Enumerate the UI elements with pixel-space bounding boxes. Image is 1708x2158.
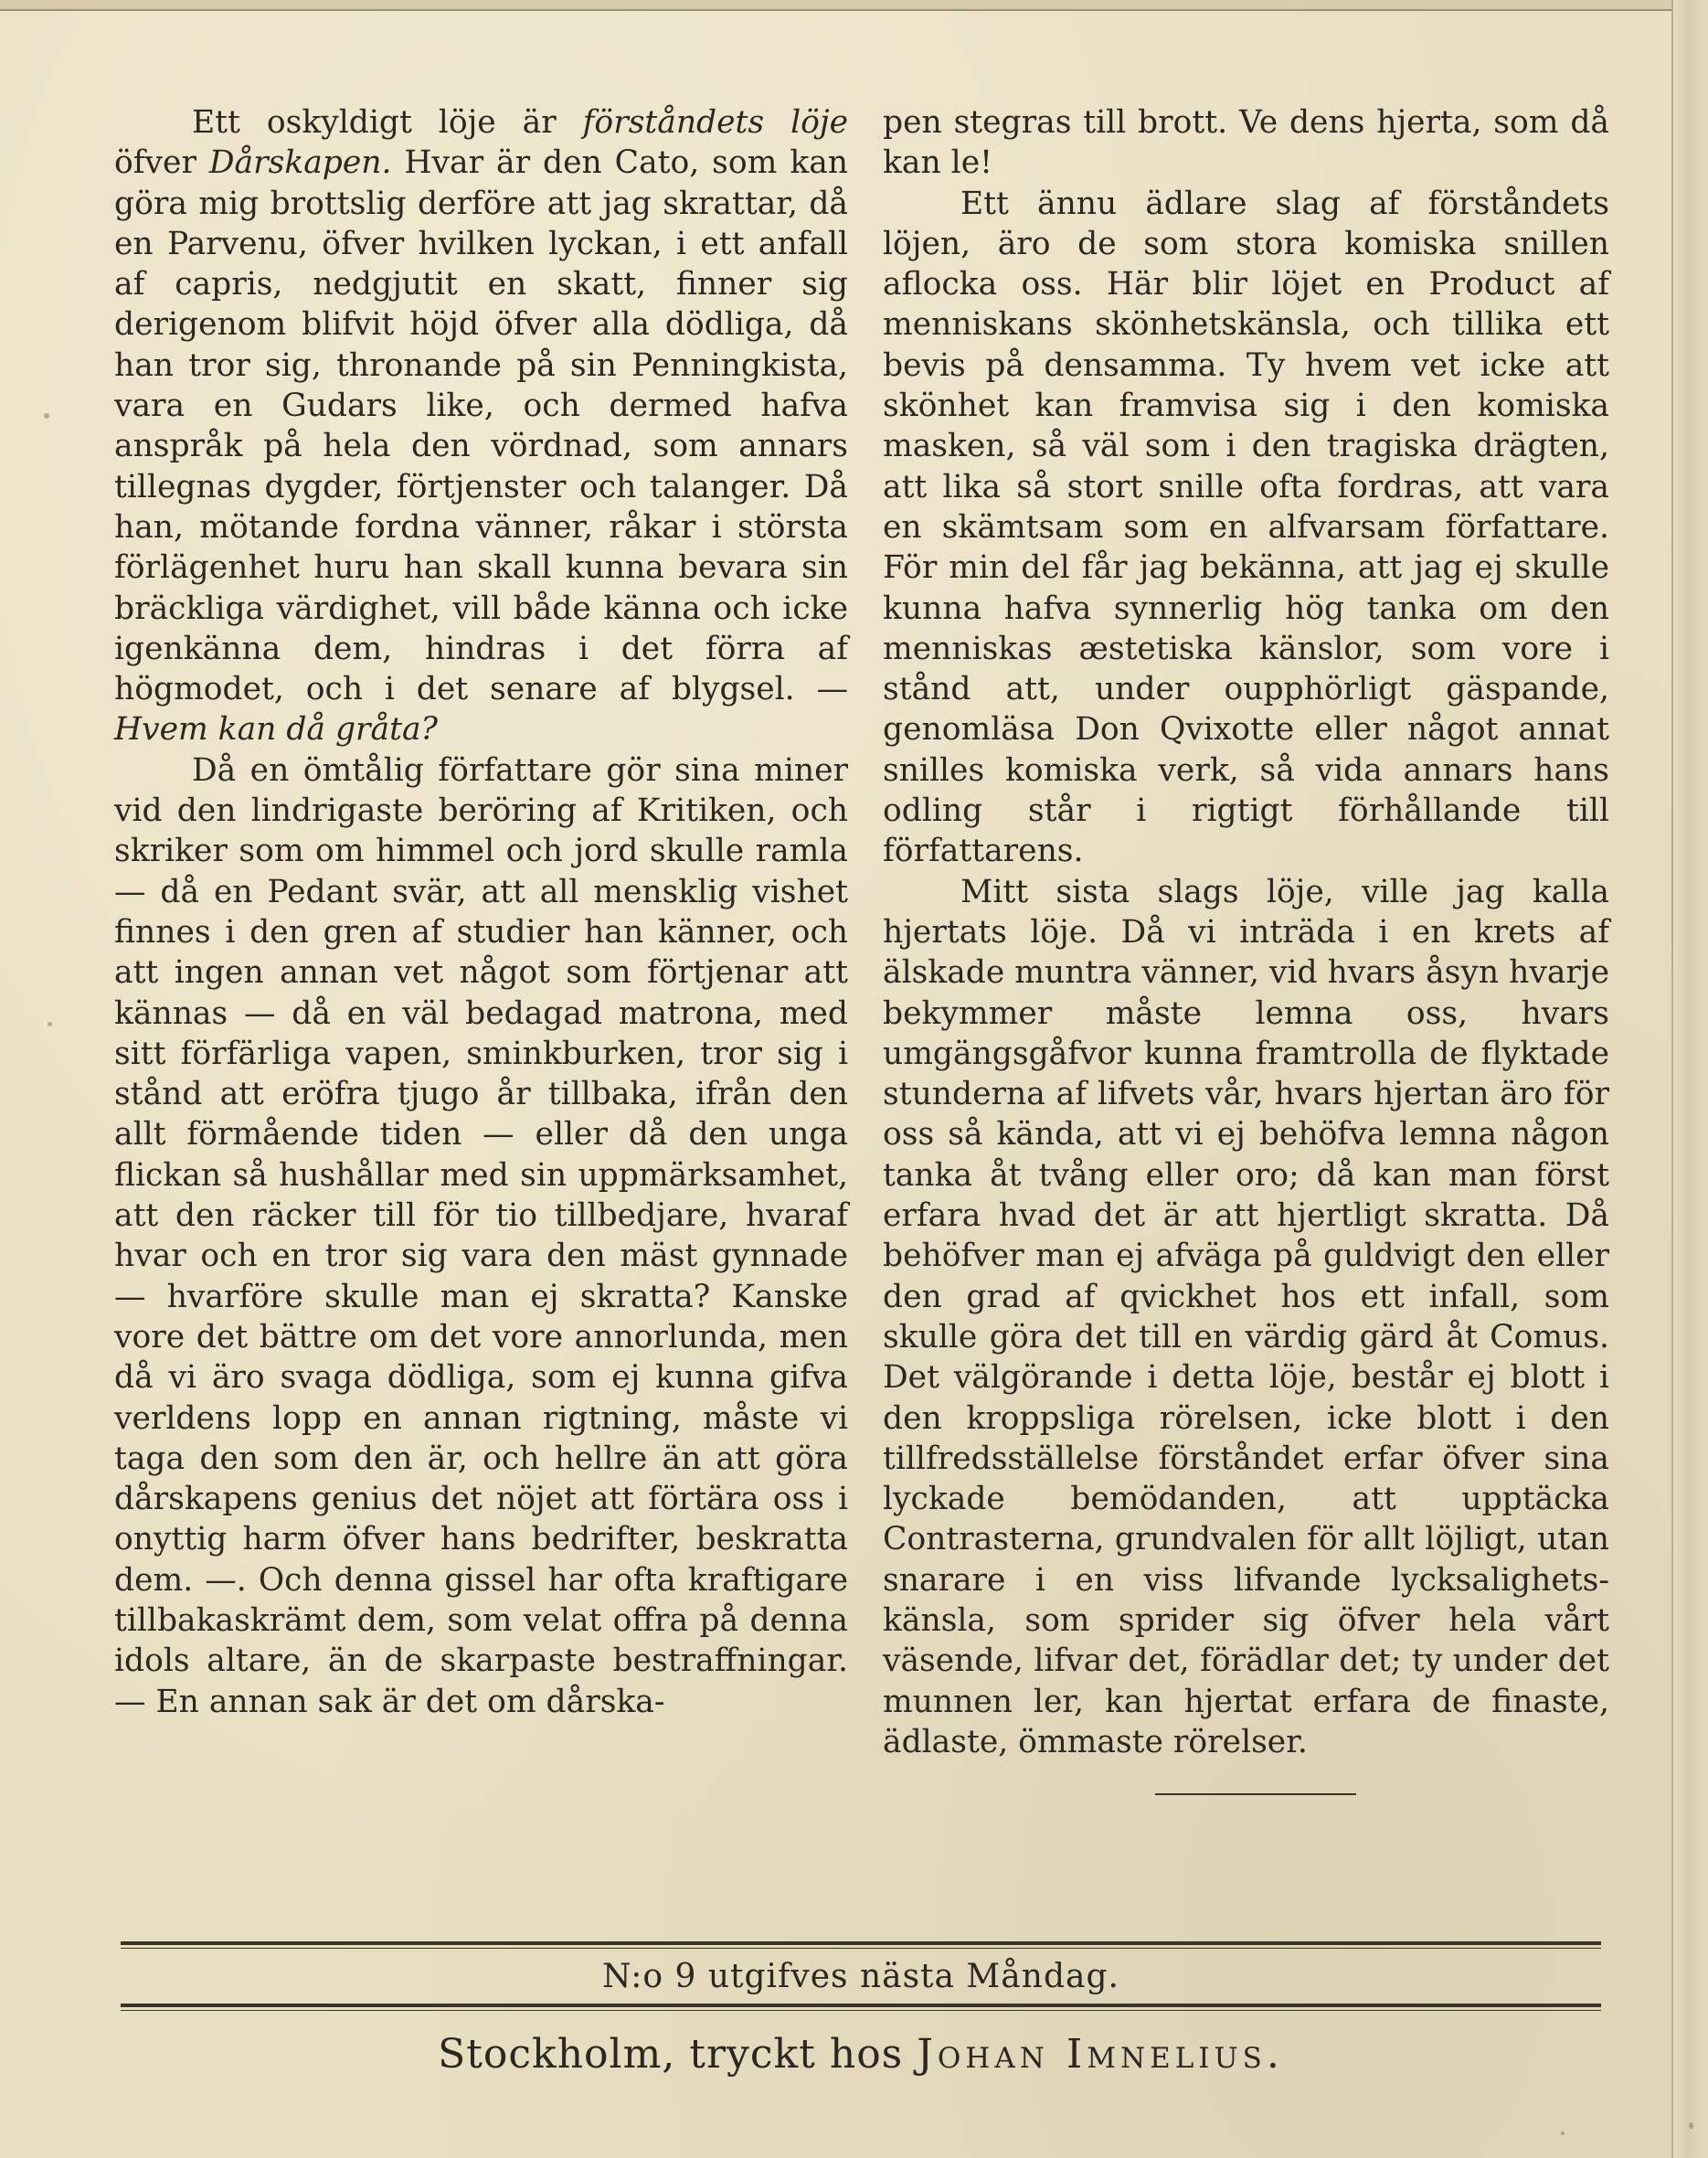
left-column: [114, 102, 848, 1722]
right-paragraph-2: Mitt sista slags löje, ville jag kalla hjertats löje. Då vi inträda i en krets af älskade muntra vänner, vid hvars åsyn hvarje bekymmer måste lemna oss, hvars umgängsgåfvor kunna framtrolla de flyktade stunderna af lifvets vår, hvars hjertan äro för oss så kända, att vi ej behöfva lemna någon tanka åt tvång eller oro; då kan man först erfara hvad det är att hjertligt skratta. Då behöfver man ej afväga på guldvigt den eller den grad af qvickhet hos ett infall, som skulle göra det till en värdig gärd åt Comus. Det välgörande i detta löje, består ej blott i den kroppsliga rörelsen, icke blott i den tillfredsställelse förståndet erfar öfver sina lyckade bemödanden, att upptäcka Contrasterna, grundvalen för allt löjligt, utan snarare i en viss lifvande lycksalighets-känsla, som sprider sig öfver hela vårt väsende, lifvar det, förädlar det; ty under det munnen ler, kan hjertat erfara de finaste, ädlaste, ömmaste rörelser.: [883, 873, 1609, 1760]
paragraph-text: öfver: [114, 144, 209, 182]
paper-speck: [1561, 2131, 1565, 2135]
italic-phrase: förståndets löje: [582, 104, 848, 141]
paper-speck: [1689, 2122, 1693, 2129]
right-paragraph-continued: pen stegras till brott. Ve dens hjerta, som då kan le!: [883, 104, 1609, 182]
italic-phrase: Hvem kan då gråta?: [114, 711, 439, 749]
paragraph-text: Ett oskyldigt löje är: [192, 104, 583, 141]
printer-name: Johan Imnelius.: [917, 2031, 1284, 2078]
left-paragraph-1: [114, 102, 848, 750]
page-binding-gutter: [1671, 0, 1708, 2158]
page-top-edge: [0, 0, 1708, 11]
right-paragraph-1: Ett ännu ädlare slag af förståndets löjen, äro de som stora komiska snillen aflocka oss. Här blir löjet en Product af menniskans skönhetskänsla, och tillika ett bevis på densamma. Ty hvem vet icke att skönhet kan framvisa sig i den komiska masken, så väl som i den tragiska drägten, att lika så stort snille ofta fordras, att vara en skämtsam som en alfvarsam författare. För min del får jag bekänna, att jag ej skulle kunna hafva synnerlig hög tanka om den menniskas æstetiska känslor, som vore i stånd att, under oupphörligt gäspande, genomläsa Don Qvixotte eller något annat snilles komiska verk, så vida annars hans odling står i rigtigt förhållande till författarens.: [883, 185, 1609, 870]
paragraph-text: Hvar är den Cato, som kan göra mig brottslig derföre att jag skrattar, då en Parvenu, öfver hvilken lyckan, i ett anfall af capris, nedgjutit en skatt, finner sig derigenom blifvit höjd öfver alla dödliga, då han tror sig, thronande på sin Penningkista, vara en Gudars like, och dermed hafva anspråk på hela den vördnad, som annars tillegnas dygder, förtjenster och talanger. Då han, mötande fordna vänner, råkar i största förlägenhet huru han skall kunna bevara sin bräckliga värdighet, vill både känna och icke igenkänna dem, hindras i det förra af högmodet, och i det senare af blygsel. —: [114, 144, 849, 708]
paper-speck: [48, 1022, 52, 1026]
right-column: [883, 102, 1609, 1795]
imprint-text: Stockholm, tryckt hos: [438, 2031, 918, 2078]
section-end-rule: [1155, 1793, 1356, 1795]
next-issue-notice: N:o 9 utgifves nästa Måndag.: [602, 1958, 1119, 1995]
italic-phrase: Dårskapen.: [208, 144, 392, 182]
double-rule-top-thin: [121, 1948, 1601, 1949]
double-rule-top: [121, 1941, 1601, 1945]
printer-imprint: [121, 2027, 1601, 2082]
left-paragraph-2: Då en ömtålig författare gör sina miner vid den lindrigaste beröring af Kritiken, och skriker som om himmel och jord skulle ramla — då en Pedant svär, att all mensklig vishet finnes i den gren af studier han känner, och att ingen annan vet något som förtjenar att kännas — då en väl bedagad matrona, med sitt förfärliga vapen, sminkburken, tror sig i stånd att eröfra tjugo år tillbaka, ifrån den allt förmående tiden — eller då den unga flickan så hushållar med sin uppmärksamhet, att den räcker till för tio tillbedjare, hvaraf hvar och en tror sig vara den mäst gynnade — hvarföre skulle man ej skratta? Kanske vore det bättre om det vore annorlunda, men då vi äro svaga dödliga, som ej kunna gifva verldens lopp en annan rigtning, måste vi taga den som den är, och hellre än att göra dårskapens genius det nöjet att förtära oss i onyttig harm öfver hans bedrifter, beskratta dem. —. Och denna gissel har ofta kraftigare tillbakaskrämt dem, som velat offra på denna idols altare, än de skarpaste bestraffningar. — En annan sak är det om dårska-: [114, 751, 848, 1720]
paper-speck: [44, 413, 49, 419]
double-rule-bottom-thin: [121, 2010, 1601, 2011]
double-rule-bottom: [121, 2004, 1601, 2007]
